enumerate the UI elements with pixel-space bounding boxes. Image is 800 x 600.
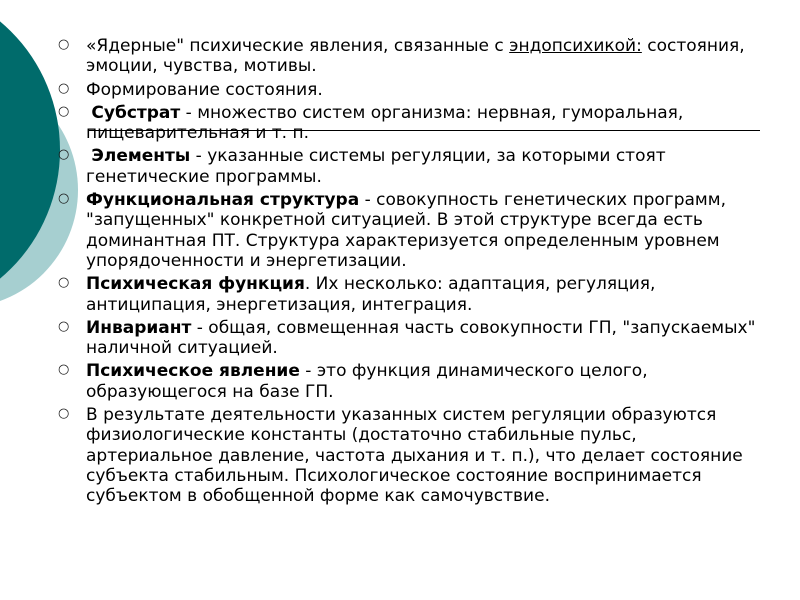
bullet-icon: ○ [58,318,70,334]
bold-term: Инвариант [86,317,192,338]
list-item-functional-structure [58,190,758,271]
list-item-elements [58,146,758,187]
bullet-icon: ○ [58,362,70,378]
bold-term: Психическая функция [86,274,305,295]
bold-term: Элементы [91,146,191,167]
bullet-icon: ○ [58,275,70,291]
bullet-icon: ○ [58,37,70,52]
bold-term: Психическое явление [86,361,300,382]
list-item-text: Субстрат - множество систем организма: нервная, гуморальная, пищеварительная и т. п. [86,102,684,144]
list-item-psychic-function [58,274,758,315]
bullet-icon: ○ [58,103,70,119]
list-item-text: В результате деятельности указанных систем регуляции образуются физиологические константы (достаточно стабильные пульс, артериальное давление, частота дыхания и т. п.), что делает состояние субъекта стабильным. Психологическое состояние воспринимается субъектом в обобщенной форме как самочувствие. [86,405,743,507]
list-item-text: Функциональная структура - совокупность генетических программ, "запущенных" конкретной ситуацией. В этой структуре всегда есть доминантная ПТ. Структура характеризуется определенным уровнем упорядоченности и энергетизации. [86,190,726,271]
bullet-list [58,36,758,510]
list-item-invariant [58,318,758,359]
list-item-text: Инвариант - общая, совмещенная часть совокупности ГП, "запускаемых" наличной ситуацией. [86,317,756,359]
bullet-icon: ○ [58,191,70,207]
bullet-icon: ○ [58,406,70,422]
list-item-text: Психическое явление - это функция динамического целого, образующегося на базе ГП. [86,361,648,402]
list-item-text: «Ядерные" психические явления, связанные с эндопсихикой: состояния, эмоции, чувства, мотивы. [86,36,745,77]
bullet-icon: ○ [58,80,70,96]
underlined-term: эндопсихикой: [509,36,642,56]
list-item-text: Формирование состояния. [86,79,323,100]
bold-term: Функциональная структура [86,190,360,211]
list-item-endopsychic [58,36,758,77]
bullet-icon: ○ [58,147,70,163]
list-item-substrate [58,103,758,144]
list-item-result [58,405,758,506]
bold-term: Субстрат [91,102,181,123]
list-item-text: Элементы - указанные системы регуляции, за которыми стоят генетические программы. [86,146,666,187]
list-item-formation [58,80,758,100]
list-item-text: Психическая функция. Их несколько: адаптация, регуляция, антиципация, энергетизация, интеграция. [86,274,656,315]
list-item-psychic-phenomenon [58,361,758,402]
